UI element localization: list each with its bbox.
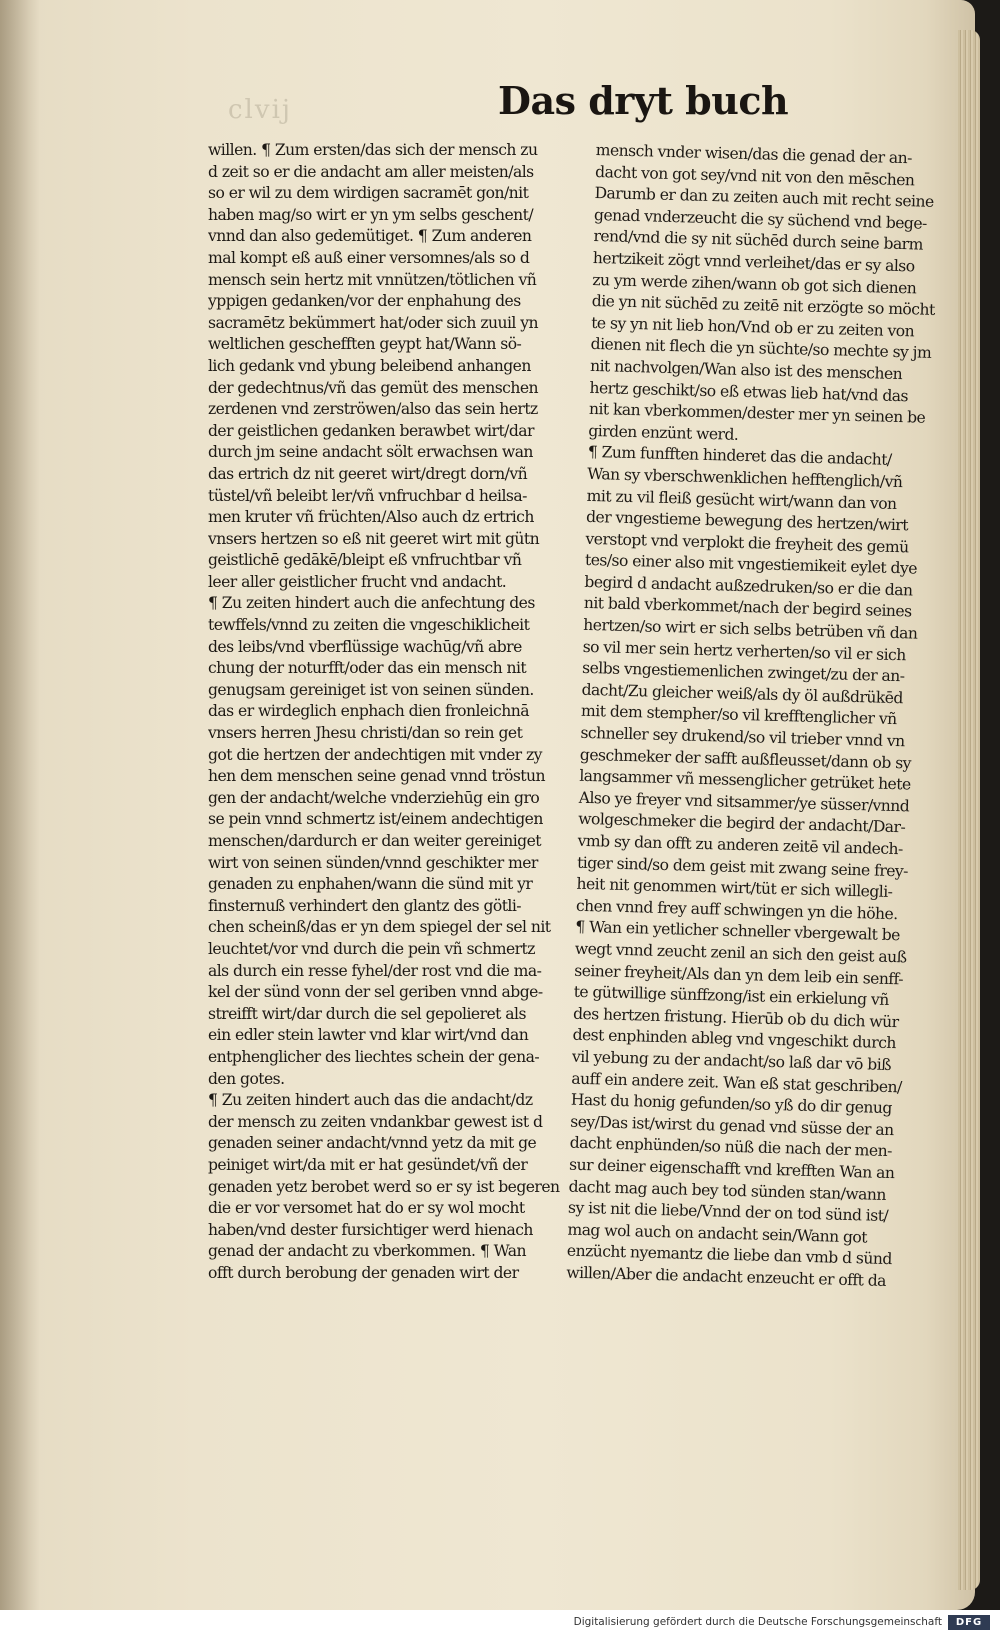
text-line: sur deiner eigenschafft vnd krefften Wan an [568, 1155, 895, 1183]
text-line: dacht/Zu gleicher weiß/als dy öl außdrükēd [581, 680, 904, 708]
text-line: leuchtet/vor vnd durch die pein vñ schmertz [208, 939, 535, 958]
text-line: entphenglicher des liechtes schein der gena- [208, 1047, 540, 1066]
text-line: Wan sy vberschwenklichen hefftenglich/vñ [587, 464, 903, 492]
text-line: menschen/dardurch er dan weiter gereiniget [208, 832, 541, 850]
text-line: mensch vnder wisen/das die genad der an- [595, 140, 913, 168]
text-line: mit dem stempher/so vil krefftenglicher vñ [580, 702, 897, 729]
text-line: mal kompt eß auß einer versomnes/als so d [208, 248, 530, 267]
text-line: men kruter vñ früchten/Also auch dz ertrich [208, 508, 534, 527]
text-line: begird d andacht außzedruken/so er die dan [584, 572, 913, 600]
text-line: rend/vnd die sy nit süchēd durch seine barm [593, 227, 924, 254]
text-line: zerdenen vnd zerströwen/also das sein hertz [208, 400, 538, 419]
text-line: finsternuß verhindert den glantz des götli- [208, 896, 522, 915]
text-line: mensch sein hertz mit vnnützen/tötlichen vñ [208, 270, 537, 289]
text-line: zu ym werde zihen/wann ob got sich dienen [592, 270, 917, 297]
text-line: sy ist nit die liebe/Vnnd der on tod sünd ist/ [567, 1198, 889, 1226]
text-line: hertzikeit zögt vnnd verleihet/das er sy also [592, 248, 915, 276]
text-line: geistlichē gedākē/bleipt eß vnfruchtbar vñ [208, 551, 522, 570]
text-line: dacht von got sey/vnd nit von den mēschen [594, 162, 915, 189]
text-line: kel der sünd vonn der sel geriben vnnd abge- [208, 983, 543, 1002]
text-line: des leibs/vnd vberflüssige wachūg/vñ abre [208, 637, 522, 656]
text-line: peiniget wirt/da mit er hat gesündet/vñ der [208, 1155, 528, 1174]
text-line: sacramētz bekümmert hat/oder sich zuuil yn [208, 313, 538, 332]
text-line: hertz geschikt/so eß etwas lieb hat/vnd das [589, 378, 909, 405]
text-line: wolgeschmeker die begird der andacht/Dar- [577, 810, 906, 837]
running-header: Das dryt buch [498, 78, 789, 123]
text-line: chen scheinß/das er yn dem spiegel der sel nit [208, 918, 551, 937]
text-line: d zeit so er die andacht am aller meisten/als [208, 162, 534, 181]
text-line: durch jm seine andacht sölt erwachsen wan [208, 443, 533, 462]
text-line: willen/Aber die andacht enzeucht er offt da [566, 1263, 887, 1290]
text-line: vnsers herren Jhesu christi/dan so rein get [208, 724, 523, 743]
page-edges [958, 30, 980, 1590]
text-column-right [566, 140, 954, 1293]
text-line: gen der andacht/welche vnderziehūg ein gro [208, 788, 540, 807]
text-line: des hertzen fristung. Hierūb ob du dich wür [572, 1004, 899, 1031]
text-line: weltlichen geschefften geypt hat/Wann sö- [208, 335, 522, 354]
text-line: geschmeker der safft außfleusset/dann ob sy [579, 745, 912, 773]
text-line: ¶ Zum funfften hinderet das die andacht/ [587, 443, 892, 470]
text-line: selbs vngestiemenlichen zwinget/zu der an- [581, 659, 905, 686]
text-line: genugsam gereiniget ist von seinen sünden. [208, 680, 534, 699]
dfg-logo: DFG [948, 1615, 990, 1630]
text-line: leer aller geistlicher frucht vnd andacht. [208, 572, 507, 591]
text-line: die er vor versomet hat do er sy wol mocht [208, 1199, 525, 1218]
text-line: schneller sey drukend/so vil trieber vnnd vn [580, 723, 905, 751]
text-line: te gütwillige sünffzong/ist ein erkielung vñ [573, 982, 889, 1010]
text-line: lich gedank vnd ybung beleibend anhangen [208, 356, 531, 375]
text-line: genad vnderzeucht die sy süchend vnd bege- [593, 205, 928, 233]
text-line: tüstel/vñ beleibt ler/vñ vnfruchbar d heilsa- [208, 486, 527, 505]
text-line: so er wil zu dem wirdigen sacramēt gon/nit [208, 184, 529, 203]
text-line: das er wirdeglich enphach dien fronleichnā [208, 702, 529, 721]
text-line: dest enphinden ableg vnd vngeschikt durch [572, 1026, 897, 1053]
text-line: dacht enphünden/so nüß die nach der men- [569, 1133, 893, 1161]
text-line: chung der noturfft/oder das ein mensch nit [208, 659, 527, 678]
text-line: der mensch zu zeiten vndankbar gewest ist d [208, 1112, 543, 1131]
text-line: der geistlichen gedanken berawbet wirt/dar [208, 421, 534, 440]
text-line: ¶ Wan ein yetlicher schneller vbergewalt be [575, 918, 901, 945]
text-line: der gedechtnus/vñ das gemüt des menschen [208, 378, 539, 397]
text-line: der vngestieme bewegung des hertzen/wirt [585, 507, 909, 535]
text-line: haben/vnd dester fursichtiger werd hienach [208, 1220, 533, 1239]
text-line: genaden yetz berobet werd so er sy ist begeren [208, 1177, 560, 1196]
text-line: so vil mer sein hertz verherten/so vil er sich [582, 637, 906, 664]
text-line: ein edler stein lawter vnd klar wirt/vnd dan [208, 1026, 529, 1045]
text-line: girden enzünt werd. [588, 421, 739, 444]
text-line: Darumb er dan zu zeiten auch mit recht seine [594, 184, 934, 212]
text-line: offt durch berobung der genaden wirt der [208, 1263, 519, 1282]
text-line: tiger sind/so dem geist mit zwang seine frey- [576, 853, 909, 881]
text-line: got die hertzen der andechtigen mit vnder zy [208, 745, 542, 764]
text-line: nit bald vberkommet/nach der begird seines [583, 594, 912, 621]
text-line: vnnd dan also gedemütiget. ¶ Zum anderen [208, 227, 532, 246]
text-line: haben mag/so wirt er yn ym selbs geschent/ [208, 205, 534, 224]
text-line: wirt von seinen sünden/vnnd geschikter mer [208, 853, 538, 872]
text-line: wegt vnnd zeucht zenil an sich den geist auß [574, 939, 907, 967]
text-line: vmb sy dan offt zu anderen zeitē vil andech- [577, 831, 903, 859]
text-line: dienen nit flech die yn süchte/so mechte sy jm [590, 335, 932, 363]
text-line: dacht mag auch bey tod sünden stan/wann [568, 1177, 887, 1204]
text-line: willen. ¶ Zum ersten/das sich der mensch zu [208, 141, 538, 159]
text-line: tewffels/vnnd zu zeiten die vngeschiklicheit [208, 616, 530, 635]
footer-bar [0, 1610, 1000, 1636]
text-line: te sy yn nit lieb hon/Vnd ob er zu zeiten von [590, 313, 915, 341]
text-line: seiner freyheit/Als dan yn dem leib ein senff- [574, 961, 904, 988]
text-line: als durch ein resse fyhel/der rost vnd die ma- [208, 961, 542, 980]
text-line: verstopt vnd verplokt die freyheit des gemü [585, 529, 909, 557]
text-line: vil yebung zu der andacht/so laß dar vō biß [571, 1047, 892, 1074]
text-line: Also ye freyer vnd sitsammer/ye süsser/vnnd [578, 788, 910, 816]
text-line: chen vnnd frey auff schwingen yn die höhe. [575, 896, 898, 923]
text-line: vnsers hertzen so eß nit geeret wirt mit gütn [208, 529, 540, 548]
text-line: die yn nit süchēd zu zeitē nit erzögte so möcht [591, 292, 935, 320]
spine-shadow [0, 0, 40, 1610]
text-line: den gotes. [208, 1069, 285, 1088]
text-line: hertzen/so wirt er sich selbs betrüben vñ dan [583, 615, 918, 643]
text-line: ¶ Zu zeiten hindert auch die anfechtung des [208, 594, 535, 613]
funding-credit: Digitalisierung gefördert durch die Deutsche Forschungsgemeinschaft [573, 1616, 942, 1628]
text-line: genaden seiner andacht/vnnd yetz da mit ge [208, 1134, 537, 1153]
text-line: mit zu vil fleiß gesücht wirt/wann dan von [586, 486, 897, 513]
text-line: genaden zu enphahen/wann die sünd mit yr [208, 875, 533, 894]
text-line: streifft wirt/dar durch die sel gepolieret als [208, 1004, 526, 1023]
text-line: nit kan vberkommen/dester mer yn seinen be [588, 400, 926, 427]
text-line: ¶ Zu zeiten hindert auch das die andacht/dz [208, 1091, 533, 1110]
text-line: genad der andacht zu vberkommen. ¶ Wan [208, 1242, 527, 1261]
text-line: heit nit genommen wirt/tüt er sich willegli- [576, 874, 893, 902]
show-through-folio: clvij [228, 95, 292, 125]
text-line: das ertrich dz nit geeret wirt/dregt dorn/vñ [208, 464, 528, 483]
text-line: Hast du honig gefunden/so yß do dir genug [570, 1090, 893, 1118]
text-line: langsammer vñ messenglicher getrüket hete [579, 767, 911, 794]
text-column-left [208, 140, 580, 1284]
text-line: auff ein andere zeit. Wan eß stat geschriben/ [571, 1069, 902, 1096]
text-line: se pein vnnd schmertz ist/einem andechtigen [208, 810, 543, 829]
text-line: nit nachvolgen/Wan also ist des menschen [589, 356, 903, 384]
text-line: sey/Das ist/wirst du genad vnd süsse der an [570, 1112, 894, 1139]
text-line: yppigen gedanken/vor der enphahung des [208, 292, 521, 311]
text-line: mag wol auch on andacht sein/Wann got [567, 1220, 868, 1247]
text-line: hen dem menschen seine genad vnnd tröstun [208, 767, 545, 786]
text-line: enzücht nyemantz die liebe dan vmb d sünd [566, 1241, 893, 1269]
text-line: tes/so einer also mit vngestiemikeit eylet dye [584, 551, 918, 578]
